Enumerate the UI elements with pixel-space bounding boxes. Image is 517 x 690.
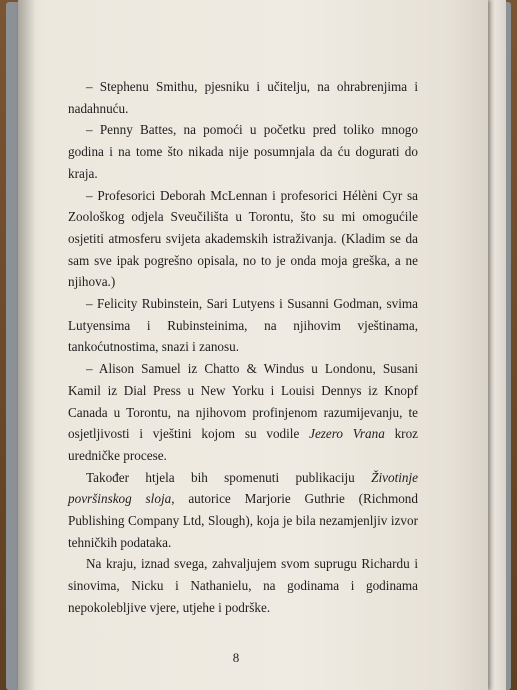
publication-title: Životinje površinskog sloja bbox=[68, 469, 419, 507]
paragraph-3: – Profesorici Deborah McLennan i profesorici Hélèni Cyr sa Zoološkog odjela Sveučilišta u Torontu, što su mi omogućile osjetiti atmosferu svijeta akademskih istraživanja. (Kladim se da sam sve ipak pogrešno opisala, no to je onda moja greška, a ne njihova.) bbox=[68, 187, 418, 290]
paragraph-5-end: kroz uredničke procese. bbox=[68, 426, 419, 463]
paragraph-7: Na kraju, iznad svega, zahvaljujem svom suprugu Richardu i sinovima, Nicku i Nathanielu, na godinama i godinama nepokolebljive vjere, utjehe i podrške. bbox=[68, 556, 418, 615]
book-title-jezero-vrana: Jezero Vrana bbox=[309, 426, 385, 442]
paragraph-6-end: , autorice Marjorie Guthrie (Richmond Publishing Company Ltd, Slough), koja je bila nezamjenljiv izvor tehničkih podataka. bbox=[68, 491, 418, 550]
paragraph-2: – Penny Battes, na pomoći u početku pred toliko mnogo godina i na tome što nikada nije posumnjala da ću dogurati do kraja. bbox=[68, 122, 418, 181]
page-stack-edge bbox=[488, 0, 506, 690]
page-number: 8 bbox=[232, 650, 240, 665]
paragraph-6-start: Također htjela bih spomenuti publikaciju bbox=[86, 469, 355, 485]
paragraph-1: – Stephenu Smithu, pjesniku i učitelju, na ohrabrenjima i nadahnuću. bbox=[68, 79, 418, 116]
spine-shadow bbox=[18, 0, 36, 690]
acknowledgements-text bbox=[68, 76, 418, 619]
paragraph-6 bbox=[68, 467, 418, 554]
paragraph-4: – Felicity Rubinstein, Sari Lutyens i Susanni Godman, svima Lutyensima i Rubinsteinima, na njihovim vještinama, tankoćutnostima, snazi i zanosu. bbox=[68, 296, 418, 355]
paragraph-5 bbox=[68, 358, 418, 467]
paragraph-5-start: – Alison Samuel iz Chatto & Windus u Londonu, Susani Kamil iz Dial Press u New Yorku i Louisi Dennys iz Knopf Canada u Torontu, na njihovom profinjenom razumijevanju, te osjetljivosti i vještini kojom su vodile bbox=[68, 361, 418, 442]
